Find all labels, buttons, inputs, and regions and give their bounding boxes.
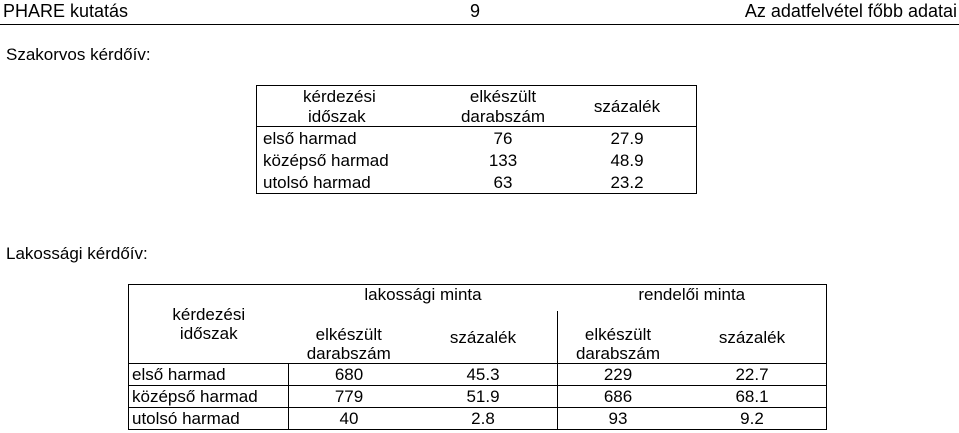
row-label: utolsó harmad — [263, 172, 371, 192]
table-row — [257, 171, 697, 194]
period-header — [129, 285, 289, 364]
row-count: 63 — [493, 172, 513, 192]
table-row — [129, 386, 827, 408]
page-number: 9 — [470, 1, 481, 21]
row-clinic-count: 229 — [558, 364, 679, 386]
table-row — [129, 364, 827, 386]
period-header-line1: kérdezési — [172, 305, 246, 324]
group-header-population: lakossági minta — [364, 285, 482, 304]
count-header — [289, 311, 410, 364]
row-pop-count: 40 — [289, 408, 410, 430]
percent-header: százalék — [409, 311, 558, 364]
row-label: első harmad — [257, 127, 449, 150]
percent-header: százalék — [593, 96, 661, 116]
count-header — [558, 311, 679, 364]
row-clinic-percent: 68.1 — [678, 386, 827, 408]
period-header-line2: időszak — [308, 106, 366, 126]
row-clinic-count: 93 — [558, 408, 679, 430]
header-right-title: Az adatfelvétel főbb adatai — [744, 1, 957, 21]
row-pop-percent: 45.3 — [409, 364, 558, 386]
table-row — [257, 149, 697, 171]
row-pop-count: 779 — [289, 386, 410, 408]
period-header-line1: kérdezési — [303, 86, 376, 106]
row-percent: 27.9 — [558, 127, 697, 150]
header-left-title: PHARE kutatás — [3, 1, 129, 21]
table-row — [129, 408, 827, 430]
count-header-line1: elkészült — [315, 325, 382, 344]
lakossagi-table — [128, 284, 827, 430]
count-header-line2: darabszám — [575, 344, 661, 363]
row-count: 133 — [488, 150, 518, 170]
row-label: középső harmad — [129, 386, 289, 408]
row-label: utolsó harmad — [129, 408, 289, 430]
row-pop-percent: 51.9 — [409, 386, 558, 408]
lakossagi-section-title: Lakossági kérdőív: — [6, 244, 148, 263]
row-label: első harmad — [129, 364, 289, 386]
row-pop-percent: 2.8 — [409, 408, 558, 430]
table-row — [257, 127, 697, 150]
row-clinic-percent: 9.2 — [678, 408, 827, 430]
row-count: 76 — [448, 127, 558, 150]
row-clinic-percent: 22.7 — [678, 364, 827, 386]
count-header-line1: elkészült — [469, 86, 537, 106]
period-header-line2: időszak — [179, 324, 238, 343]
szakorvos-section-title: Szakorvos kérdőív: — [6, 45, 151, 64]
row-percent: 48.9 — [610, 150, 644, 170]
row-label: középső harmad — [263, 150, 389, 170]
page-header — [0, 0, 959, 25]
szakorvos-table — [256, 85, 697, 194]
percent-header: százalék — [718, 327, 786, 347]
row-percent: 23.2 — [610, 172, 644, 192]
group-header-clinic: rendelői minta — [638, 285, 746, 304]
row-clinic-count: 686 — [558, 386, 679, 408]
count-header-line2: darabszám — [460, 106, 546, 126]
count-header-line2: darabszám — [306, 344, 391, 363]
row-pop-count: 680 — [289, 364, 410, 386]
count-header-line1: elkészült — [584, 325, 652, 344]
